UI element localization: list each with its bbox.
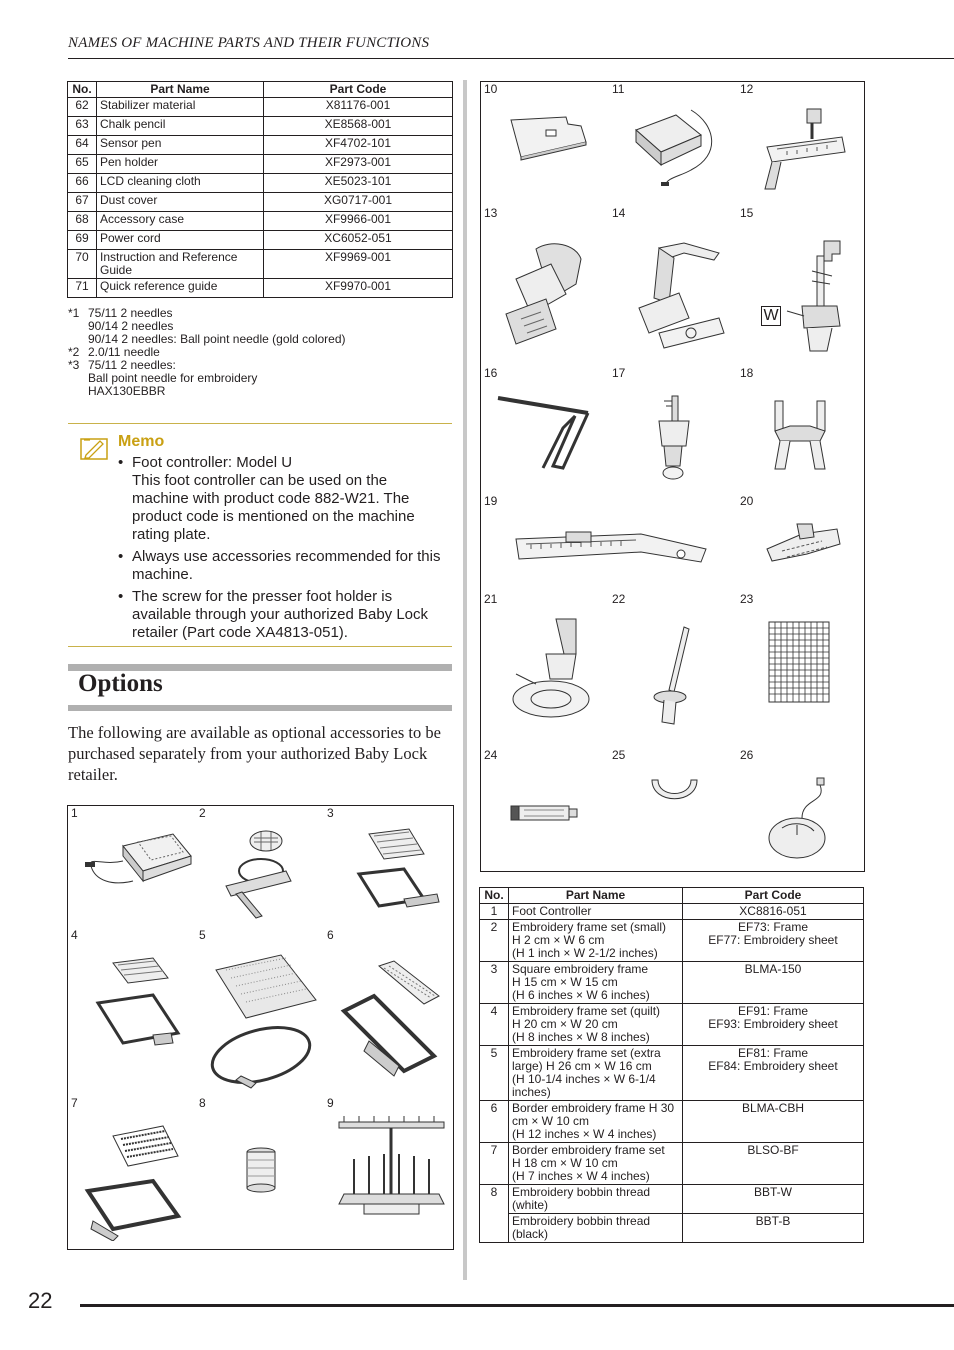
- cell-name: LCD cleaning cloth: [97, 174, 264, 193]
- illustration-item-24: [481, 748, 609, 870]
- cell-code: EF91: Frame EF93: Embroidery sheet: [683, 1004, 864, 1046]
- spool-pin-icon: [644, 622, 704, 732]
- item-number: 17: [612, 366, 626, 380]
- col-part-code: Part Code: [264, 82, 453, 98]
- memo-item: [118, 588, 448, 642]
- table-row: [68, 193, 453, 212]
- illustration-quilt-frame: [68, 928, 196, 1096]
- item-number: 25: [612, 748, 626, 762]
- footnote-mark: *1: [68, 306, 80, 320]
- col-part-name: Part Name: [509, 888, 683, 904]
- memo-item: [118, 454, 448, 544]
- item-number: 12: [740, 82, 754, 96]
- item-number: 16: [484, 366, 498, 380]
- cell-code: EF73: Frame EF77: Embroidery sheet: [683, 920, 864, 962]
- item-number: 23: [740, 592, 754, 606]
- illustration-item-12: [737, 82, 864, 206]
- cell-no: 68: [68, 212, 97, 231]
- cell-name: Power cord: [97, 231, 264, 250]
- grid-sheet-icon: [767, 620, 832, 705]
- item-number: 8: [199, 1096, 206, 1110]
- footnote-line: 75/11 2 needles: [88, 306, 173, 320]
- column-divider: [463, 80, 467, 1280]
- item-number: 20: [740, 494, 754, 508]
- frame-small-icon: [216, 826, 316, 921]
- table-row: [68, 98, 453, 117]
- cell-code: BBT-W: [683, 1185, 864, 1214]
- table-row: [68, 155, 453, 174]
- footnote-mark: *3: [68, 358, 80, 372]
- cell-name: Instruction and Reference Guide: [97, 250, 264, 279]
- cell-name: Chalk pencil: [97, 117, 264, 136]
- table-row: [68, 136, 453, 155]
- table-row: [68, 231, 453, 250]
- item-number: 9: [327, 1096, 334, 1110]
- memo-item-text: Foot controller: Model U This foot controller can be used on the machine with product code 882-W21. The product code is mentioned on the machine rating plate.: [132, 454, 415, 543]
- options-illustration-grid-right: [480, 81, 865, 872]
- footnote: [68, 307, 346, 346]
- illustration-item-25: [609, 748, 737, 870]
- illustration-item-26: [737, 748, 864, 870]
- footnote-mark: *2: [68, 345, 80, 359]
- cell-code: XF4702-101: [264, 136, 453, 155]
- cell-name: Accessory case: [97, 212, 264, 231]
- cell-code: XC6052-051: [264, 231, 453, 250]
- parts-table: [67, 81, 453, 298]
- table-row: [480, 1046, 864, 1101]
- item-number: 14: [612, 206, 626, 220]
- cell-no: 71: [68, 279, 97, 298]
- table-row: [480, 1143, 864, 1185]
- item-number: 15: [740, 206, 754, 220]
- item-number: 24: [484, 748, 498, 762]
- sensor-device-icon: [631, 100, 726, 190]
- illustration-foot-controller: [68, 806, 196, 928]
- illustration-item-14: [609, 206, 737, 366]
- item-number: 2: [199, 806, 206, 820]
- cell-name: Stabilizer material: [97, 98, 264, 117]
- memo-title: Memo: [118, 433, 165, 450]
- options-title: Options: [78, 670, 163, 697]
- item-number: 7: [71, 1096, 78, 1110]
- cell-name: Embroidery frame set (small) H 2 cm × W 6 cm (H 1 inch × W 2-1/2 inches): [509, 920, 683, 962]
- illustration-bobbin-thread: [196, 1096, 324, 1248]
- illustration-item-13: [481, 206, 609, 366]
- cell-code: BLMA-150: [683, 962, 864, 1004]
- memo-item: [118, 548, 448, 584]
- col-part-code: Part Code: [683, 888, 864, 904]
- header-rule: [68, 58, 954, 59]
- cell-no: 7: [480, 1143, 509, 1185]
- memo-item-text: Always use accessories recommended for this machine.: [132, 548, 441, 583]
- table-row: [68, 212, 453, 231]
- item-number: 6: [327, 928, 334, 942]
- footnotes: [68, 307, 346, 398]
- illustration-item-18: [737, 366, 864, 494]
- cell-no: 5: [480, 1046, 509, 1101]
- cell-no: 64: [68, 136, 97, 155]
- plate-icon: [506, 112, 591, 162]
- cell-no: 8: [480, 1185, 509, 1243]
- bullet: •: [118, 548, 124, 565]
- illustration-border-frame: [324, 928, 452, 1096]
- extra-large-frame-icon: [206, 950, 321, 1090]
- memo-item-text: The screw for the presser foot holder is available through your authorized Baby Lock retailer (Part code XA4813-051).: [132, 588, 429, 641]
- item-number: 11: [612, 82, 625, 96]
- footnote-body: [88, 359, 257, 398]
- parts-table-header: [68, 82, 453, 98]
- bullet: •: [118, 588, 124, 605]
- cell-no: 67: [68, 193, 97, 212]
- quilting-foot-icon: [644, 391, 704, 486]
- quilting-guide-icon: [493, 388, 598, 473]
- open-toe-foot-icon: [629, 238, 729, 358]
- item-number: 26: [740, 748, 754, 762]
- footnote-line: 2.0/11 needle: [88, 345, 160, 359]
- memo-box: [68, 423, 452, 647]
- item-number: 3: [327, 806, 334, 820]
- mouse-icon: [762, 773, 842, 863]
- cell-name: Sensor pen: [97, 136, 264, 155]
- table-row: [480, 1185, 864, 1214]
- cell-name: Pen holder: [97, 155, 264, 174]
- table-row: [480, 920, 864, 962]
- cell-name: Foot Controller: [509, 904, 683, 920]
- cell-no: 66: [68, 174, 97, 193]
- cell-name: Embroidery frame set (extra large) H 26 cm × W 16 cm (H 10-1/4 inches × W 6-1/4 inches): [509, 1046, 683, 1101]
- table-row: [68, 279, 453, 298]
- thread-stand-icon: [334, 1114, 449, 1229]
- illustration-item-10: [481, 82, 609, 206]
- illustration-item-11: [609, 82, 737, 206]
- cell-no: 6: [480, 1101, 509, 1143]
- square-frame-icon: [349, 824, 444, 919]
- cell-code: XF9970-001: [264, 279, 453, 298]
- cell-code: EF81: Frame EF84: Embroidery sheet: [683, 1046, 864, 1101]
- cell-no: 1: [480, 904, 509, 920]
- col-no: No.: [68, 82, 97, 98]
- table-row: [480, 962, 864, 1004]
- table-row: [68, 117, 453, 136]
- presser-foot-icon: [762, 519, 842, 569]
- free-motion-foot-icon: [762, 236, 862, 356]
- illustration-square-frame: [324, 806, 452, 928]
- cell-name: Quick reference guide: [97, 279, 264, 298]
- illustration-item-22: [609, 592, 737, 748]
- item-number: 21: [484, 592, 498, 606]
- cell-name: Dust cover: [97, 193, 264, 212]
- footnote-line: Ball point needle for embroidery: [88, 371, 258, 385]
- illustration-frame-small: [196, 806, 324, 928]
- footer-rule: [80, 1304, 954, 1307]
- foot-controller-icon: [83, 826, 193, 911]
- options-description: The following are available as optional accessories to be purchased separately from your authorized Baby Lock retailer.: [68, 723, 441, 784]
- cell-no: 70: [68, 250, 97, 279]
- illustration-border-frame-set: [68, 1096, 196, 1248]
- cell-no: 3: [480, 962, 509, 1004]
- item-number: 13: [484, 206, 498, 220]
- footnote-line: 90/14 2 needles: [88, 319, 174, 333]
- illustration-item-15: [737, 206, 864, 366]
- border-frame-icon: [339, 956, 449, 1086]
- thread-spool-icon: [241, 1146, 281, 1196]
- item-number: 18: [740, 366, 754, 380]
- cell-no: 2: [480, 920, 509, 962]
- ruler-guide-icon: [511, 514, 711, 574]
- walking-foot-icon: [496, 234, 596, 349]
- illustration-item-20: [737, 494, 864, 592]
- illustration-extra-large-frame: [196, 928, 324, 1096]
- options-bar-bottom: [68, 705, 452, 711]
- cell-code: BLMA-CBH: [683, 1101, 864, 1143]
- bullet: •: [118, 454, 124, 471]
- illustration-item-17: [609, 366, 737, 494]
- cell-code: X81176-001: [264, 98, 453, 117]
- open-foot-icon: [765, 391, 835, 476]
- illustration-item-19: [481, 494, 737, 592]
- cell-name: Border embroidery frame H 30 cm × W 10 cm (H 12 inches × W 4 inches): [509, 1101, 683, 1143]
- illustration-item-16: [481, 366, 609, 494]
- page-number: 22: [28, 1288, 53, 1313]
- border-frame-set-icon: [83, 1121, 193, 1241]
- w-label-box: W: [761, 306, 781, 326]
- footnote-line: 75/11 2 needles:: [88, 358, 176, 372]
- item-number: 1: [71, 806, 78, 820]
- cell-code: XE5023-101: [264, 174, 453, 193]
- cell-name: Embroidery frame set (quilt) H 20 cm × W 20 cm (H 8 inches × W 8 inches): [509, 1004, 683, 1046]
- cell-no: 62: [68, 98, 97, 117]
- col-part-name: Part Name: [97, 82, 264, 98]
- cell-name: Border embroidery frame set H 18 cm × W 10 cm (H 7 inches × W 4 inches): [509, 1143, 683, 1185]
- table-row: [68, 174, 453, 193]
- cell-name: Embroidery bobbin thread (black): [509, 1214, 683, 1243]
- item-number: 5: [199, 928, 206, 942]
- illustration-item-21: [481, 592, 609, 748]
- cell-no: 65: [68, 155, 97, 174]
- footnote-line: HAX130EBBR: [88, 384, 166, 398]
- footnote: [68, 359, 346, 398]
- memo-pencil-icon: [80, 436, 108, 460]
- section-header: NAMES OF MACHINE PARTS AND THEIR FUNCTIONS: [68, 35, 430, 51]
- table-row: [480, 1101, 864, 1143]
- item-number: 4: [71, 928, 78, 942]
- cell-name: Square embroidery frame H 15 cm × W 15 cm (H 6 inches × W 6 inches): [509, 962, 683, 1004]
- cell-no: 63: [68, 117, 97, 136]
- cell-no: 4: [480, 1004, 509, 1046]
- illustration-thread-stand: [324, 1096, 452, 1248]
- memo-list: [118, 454, 448, 646]
- item-number: 19: [484, 494, 498, 508]
- footnote-line: 90/14 2 needles: Ball point needle (gold colored): [88, 332, 346, 346]
- table-row: [480, 1004, 864, 1046]
- cell-code: XE8568-001: [264, 117, 453, 136]
- cell-code: XF9969-001: [264, 250, 453, 279]
- cell-code: XF2973-001: [264, 155, 453, 174]
- table-row: [68, 250, 453, 279]
- options-table: [479, 887, 864, 1243]
- illustration-item-23: [737, 592, 864, 748]
- cell-code: XG0717-001: [264, 193, 453, 212]
- cell-code: XF9966-001: [264, 212, 453, 231]
- cell-code: BLSO-BF: [683, 1143, 864, 1185]
- circular-foot-icon: [506, 614, 606, 724]
- cell-no: 69: [68, 231, 97, 250]
- item-number: 22: [612, 592, 626, 606]
- quilt-frame-icon: [93, 953, 193, 1073]
- options-illustration-grid-left: [67, 805, 454, 1250]
- spool-cap-icon: [647, 770, 702, 815]
- col-no: No.: [480, 888, 509, 904]
- table-row: [480, 1214, 864, 1243]
- ruler-foot-icon: [757, 107, 852, 192]
- cell-code: BBT-B: [683, 1214, 864, 1243]
- footnote-body: [88, 307, 346, 346]
- cell-code: XC8816-051: [683, 904, 864, 920]
- cell-name: Embroidery bobbin thread (white): [509, 1185, 683, 1214]
- options-table-header: [480, 888, 864, 904]
- usb-stick-icon: [509, 798, 579, 828]
- item-number: 10: [484, 82, 498, 96]
- table-row: [480, 904, 864, 920]
